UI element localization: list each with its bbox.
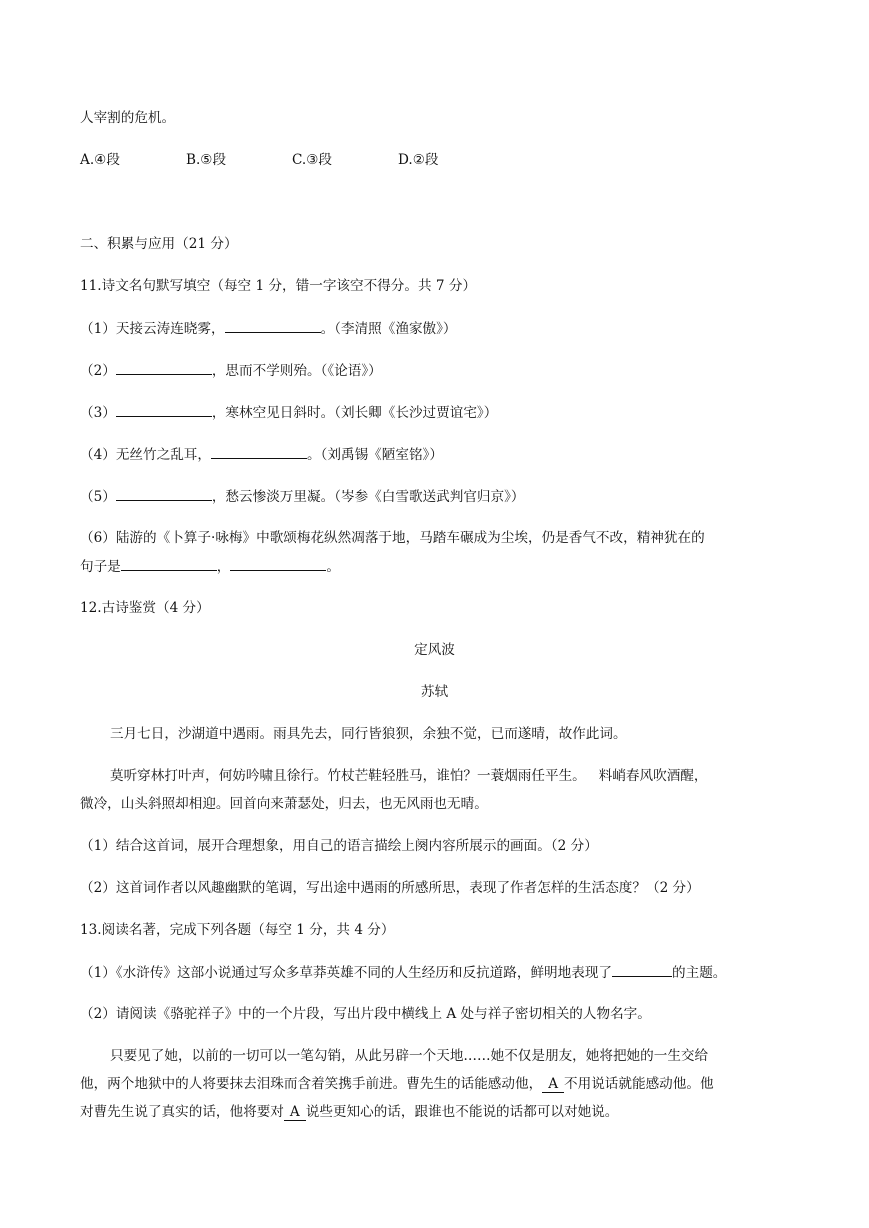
q11-item-1-post: 。（李清照《渔家傲》）: [320, 321, 457, 337]
option-d: D.②段: [398, 152, 439, 168]
q11-item-6-post: 。: [326, 559, 340, 575]
q11-item-4-post: 。（刘禹锡《陋室铭》）: [307, 447, 443, 463]
top-fragment: 人宰割的危机。: [80, 110, 176, 126]
q12-sub2: （2）这首词作者以风趣幽默的笔调，写出途中遇雨的所感所思，表现了作者怎样的生活态度？（2 分）: [80, 880, 700, 896]
poem-body-line2: 微冷，山头斜照却相迎。回首向来萧瑟处，归去，也无风雨也无晴。: [80, 796, 488, 812]
poem-title: 定风波: [414, 642, 455, 658]
passage-line2-post: 不用说话就能感动他。他: [564, 1076, 714, 1092]
q11-item-2: [80, 360, 789, 381]
passage-line2-pre: 他，两个地狱中的人将要抹去泪珠而含着笑携手前进。曹先生的话能感动他，: [80, 1076, 543, 1092]
q13-sub1-pre: （1）《水浒传》这部小说通过写众多草莽英雄不同的人生经历和反抗道路，鲜明地表现了: [80, 965, 613, 981]
answer-blank[interactable]: [121, 556, 217, 571]
q11-item-3-pre: （3）: [80, 405, 116, 421]
option-b: B.⑤段: [186, 152, 227, 168]
q12-title: 12.古诗鉴赏（4 分）: [80, 600, 210, 616]
passage-line3-pre: 对曹先生说了真实的话，他将要对: [80, 1104, 284, 1120]
answer-blank[interactable]: [225, 318, 321, 333]
q13-title: 13.阅读名著，完成下列各题（每空 1 分，共 4 分）: [80, 922, 395, 938]
passage-line3-post: 说些更知心的话，跟谁也不能说的话都可以对她说。: [305, 1104, 619, 1120]
section2-title: 二、积累与应用（21 分）: [80, 236, 238, 252]
answer-blank[interactable]: [211, 444, 307, 459]
q11-item-6-line2: [80, 556, 789, 577]
q11-item-6-line1: （6）陆游的《卜算子·咏梅》中歌颂梅花纵然凋落于地，马踏车碾成为尘埃，仍是香气不改，精神犹在的: [80, 530, 705, 546]
passage-line3: [80, 1102, 789, 1122]
blank-a-label: A: [284, 1104, 306, 1121]
q11-item-2-post: ，思而不学则殆。（《论语》）: [211, 363, 382, 379]
q11-item-1-pre: （1）天接云涛连晓雾，: [80, 321, 225, 337]
q13-sub1: [80, 962, 789, 983]
q11-item-4-pre: （4）无丝竹之乱耳，: [80, 447, 211, 463]
q11-item-1: [80, 318, 789, 339]
answer-blank[interactable]: [116, 360, 212, 375]
option-a: A.④段: [80, 152, 120, 168]
answer-blank[interactable]: [116, 402, 212, 417]
option-c: C.③段: [292, 152, 333, 168]
q11-item-3: [80, 402, 789, 423]
poem-body-line1: 莫听穿林打叶声，何妨吟啸且徐行。竹杖芒鞋轻胜马，谁怕？一蓑烟雨任平生。 料峭春风吹酒醒，: [110, 768, 708, 784]
q11-item-2-pre: （2）: [80, 363, 116, 379]
poem-author: 苏轼: [420, 684, 449, 700]
q12-sub1: （1）结合这首词，展开合理想象，用自己的语言描绘上阕内容所展示的画面。（2 分）: [80, 838, 598, 854]
q11-item-6-pre: 句子是: [80, 559, 121, 575]
blank-a-label: A: [542, 1076, 564, 1093]
answer-blank[interactable]: [116, 486, 212, 501]
q11-title: 11.诗文名句默写填空（每空 1 分，错一字该空不得分。共 7 分）: [80, 278, 477, 294]
poem-preface: 三月七日，沙湖道中遇雨。雨具先去，同行皆狼狈，余独不觉，已而遂晴，故作此词。: [110, 726, 627, 742]
q11-item-6-mid: ，: [216, 559, 231, 575]
passage-line1: 只要见了她，以前的一切可以一笔勾销，从此另辟一个天地……她不仅是朋友，她将把她的一生交给: [110, 1048, 709, 1064]
q11-item-4: [80, 444, 789, 465]
q13-sub2: （2）请阅读《骆驼祥子》中的一个片段，写出片段中横线上 A 处与祥子密切相关的人物名字。: [80, 1006, 651, 1022]
answer-blank[interactable]: [612, 962, 672, 977]
q11-item-5: [80, 486, 789, 507]
answer-blank[interactable]: [230, 556, 326, 571]
q11-item-5-post: ，愁云惨淡万里凝。（岑参《白雪歌送武判官归京》）: [211, 489, 525, 505]
q11-item-3-post: ，寒林空见日斜时。（刘长卿《长沙过贾谊宅》）: [211, 405, 498, 421]
passage-line2: [80, 1074, 789, 1094]
q11-item-5-pre: （5）: [80, 489, 116, 505]
q13-sub1-post: 的主题。: [672, 965, 727, 981]
